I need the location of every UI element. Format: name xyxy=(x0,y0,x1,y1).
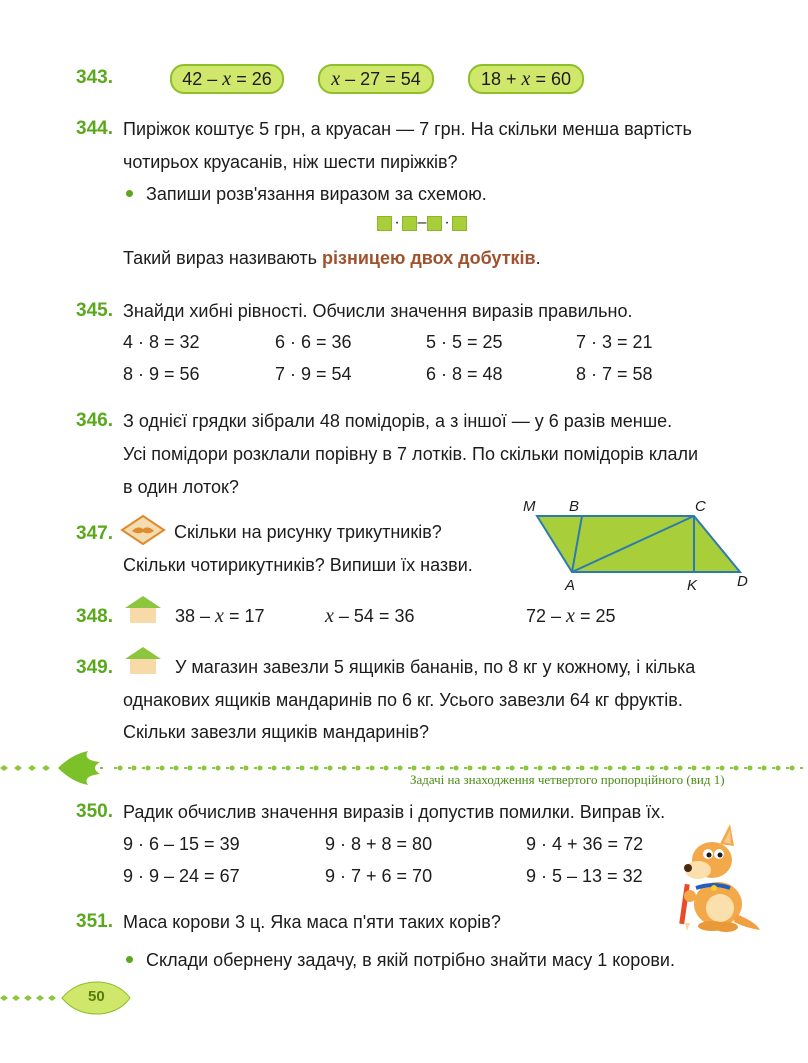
term-highlight: різницею двох добутків xyxy=(322,248,536,268)
handshake-icon xyxy=(120,514,166,546)
problem-346-line-3: в один лоток? xyxy=(123,477,239,497)
problem-346-line-1: З однієї грядки зібрали 48 помідорів, а з іншої — у 6 разів менше. xyxy=(123,411,673,431)
problem-351-text: Маса корови 3 ц. Яка маса п'яти таких корів? xyxy=(123,912,501,932)
exercise-number-349: 349. xyxy=(76,657,113,678)
equation-pill-1: 42 – x = 26 xyxy=(170,64,284,94)
problem-351-bullet: Склади обернену задачу, в якій потрібно знайти масу 1 корови. xyxy=(146,950,675,970)
house-icon xyxy=(123,645,163,675)
problem-344-note: Такий вираз називають різницею двох добутків. xyxy=(123,248,541,268)
placeholder-square-icon xyxy=(427,216,442,231)
exercise-number-346: 346. xyxy=(76,410,113,431)
exercise-number-350: 350. xyxy=(76,801,113,822)
problem-346-line-2: Усі помідори розклали порівну в 7 лотків. По скільки помідорів клали xyxy=(123,444,699,464)
topic-heading: Задачі на знаходження четвертого пропорційного (вид 1) xyxy=(410,772,725,787)
problem-347-line-1: Скільки на рисунку трикутників? xyxy=(174,522,442,542)
page-number: 50 xyxy=(88,988,105,1005)
trapezoid-shape xyxy=(537,516,740,572)
equality: 6 · 6 = 36 xyxy=(275,332,352,352)
geometry-figure xyxy=(515,494,755,594)
problem-349-line-1: У магазин завезли 5 ящиків бананів, по 8 кг у кожному, і кілька xyxy=(175,657,696,677)
placeholder-square-icon xyxy=(402,216,417,231)
expression-scheme: · – · xyxy=(377,214,467,232)
label-k: K xyxy=(687,577,698,594)
equality: 8 · 9 = 56 xyxy=(123,364,200,384)
problem-350-text: Радик обчислив значення виразів і допустив помилки. Виправ їх. xyxy=(123,802,666,822)
expression: 9 · 8 + 8 = 80 xyxy=(325,834,433,854)
placeholder-square-icon xyxy=(452,216,467,231)
page-badge xyxy=(0,978,140,1020)
expression: 9 · 7 + 6 = 70 xyxy=(325,866,433,886)
bullet-icon xyxy=(126,190,133,197)
exercise-number-344: 344. xyxy=(76,118,113,139)
label-d: D xyxy=(737,573,748,590)
equality: 7 · 3 = 21 xyxy=(576,332,653,352)
problem-349-line-2: однакових ящиків мандаринів по 6 кг. Усього завезли 64 кг фруктів. xyxy=(123,690,683,710)
label-c: C xyxy=(695,498,706,515)
equation: x – 54 = 36 xyxy=(325,605,415,627)
problem-344-bullet: Запиши розв'язання виразом за схемою. xyxy=(146,184,487,204)
problem-344-line-1: Пиріжок коштує 5 грн, а круасан — 7 грн. На скільки менша вартість xyxy=(123,119,692,139)
label-b: B xyxy=(569,498,580,515)
exercise-number-351: 351. xyxy=(76,911,113,932)
problem-344-line-2: чотирьох круасанів, ніж шести пиріжків? xyxy=(123,152,458,172)
problem-345-text: Знайди хибні рівності. Обчисли значення виразів правильно. xyxy=(123,301,633,321)
equality: 6 · 8 = 48 xyxy=(426,364,503,384)
equality: 7 · 9 = 54 xyxy=(275,364,352,384)
label-m: M xyxy=(523,498,536,515)
label-a: A xyxy=(565,577,576,594)
problem-349-line-3: Скільки завезли ящиків мандаринів? xyxy=(123,722,429,742)
kangaroo-character-icon xyxy=(668,822,763,934)
equation-pill-3: 18 + x = 60 xyxy=(468,64,584,94)
exercise-number-345: 345. xyxy=(76,300,113,321)
expression: 9 · 4 + 36 = 72 xyxy=(526,834,644,854)
placeholder-square-icon xyxy=(377,216,392,231)
expression: 9 · 9 – 24 = 67 xyxy=(123,866,240,886)
equation-pill-2: x – 27 = 54 xyxy=(318,64,434,94)
equality: 8 · 7 = 58 xyxy=(576,364,653,384)
equality: 4 · 8 = 32 xyxy=(123,332,200,352)
exercise-number-347: 347. xyxy=(76,523,113,544)
house-icon xyxy=(123,594,163,624)
expression: 9 · 5 – 13 = 32 xyxy=(526,866,643,886)
bullet-icon xyxy=(126,956,133,963)
exercise-number-348: 348. xyxy=(76,606,113,627)
equality: 5 · 5 = 25 xyxy=(426,332,503,352)
problem-347-line-2: Скільки чотирикутників? Випиши їх назви. xyxy=(123,555,473,575)
equation: 38 – x = 17 xyxy=(175,605,265,627)
equation: 72 – x = 25 xyxy=(526,605,616,627)
expression: 9 · 6 – 15 = 39 xyxy=(123,834,240,854)
exercise-number-343: 343. xyxy=(76,67,113,88)
